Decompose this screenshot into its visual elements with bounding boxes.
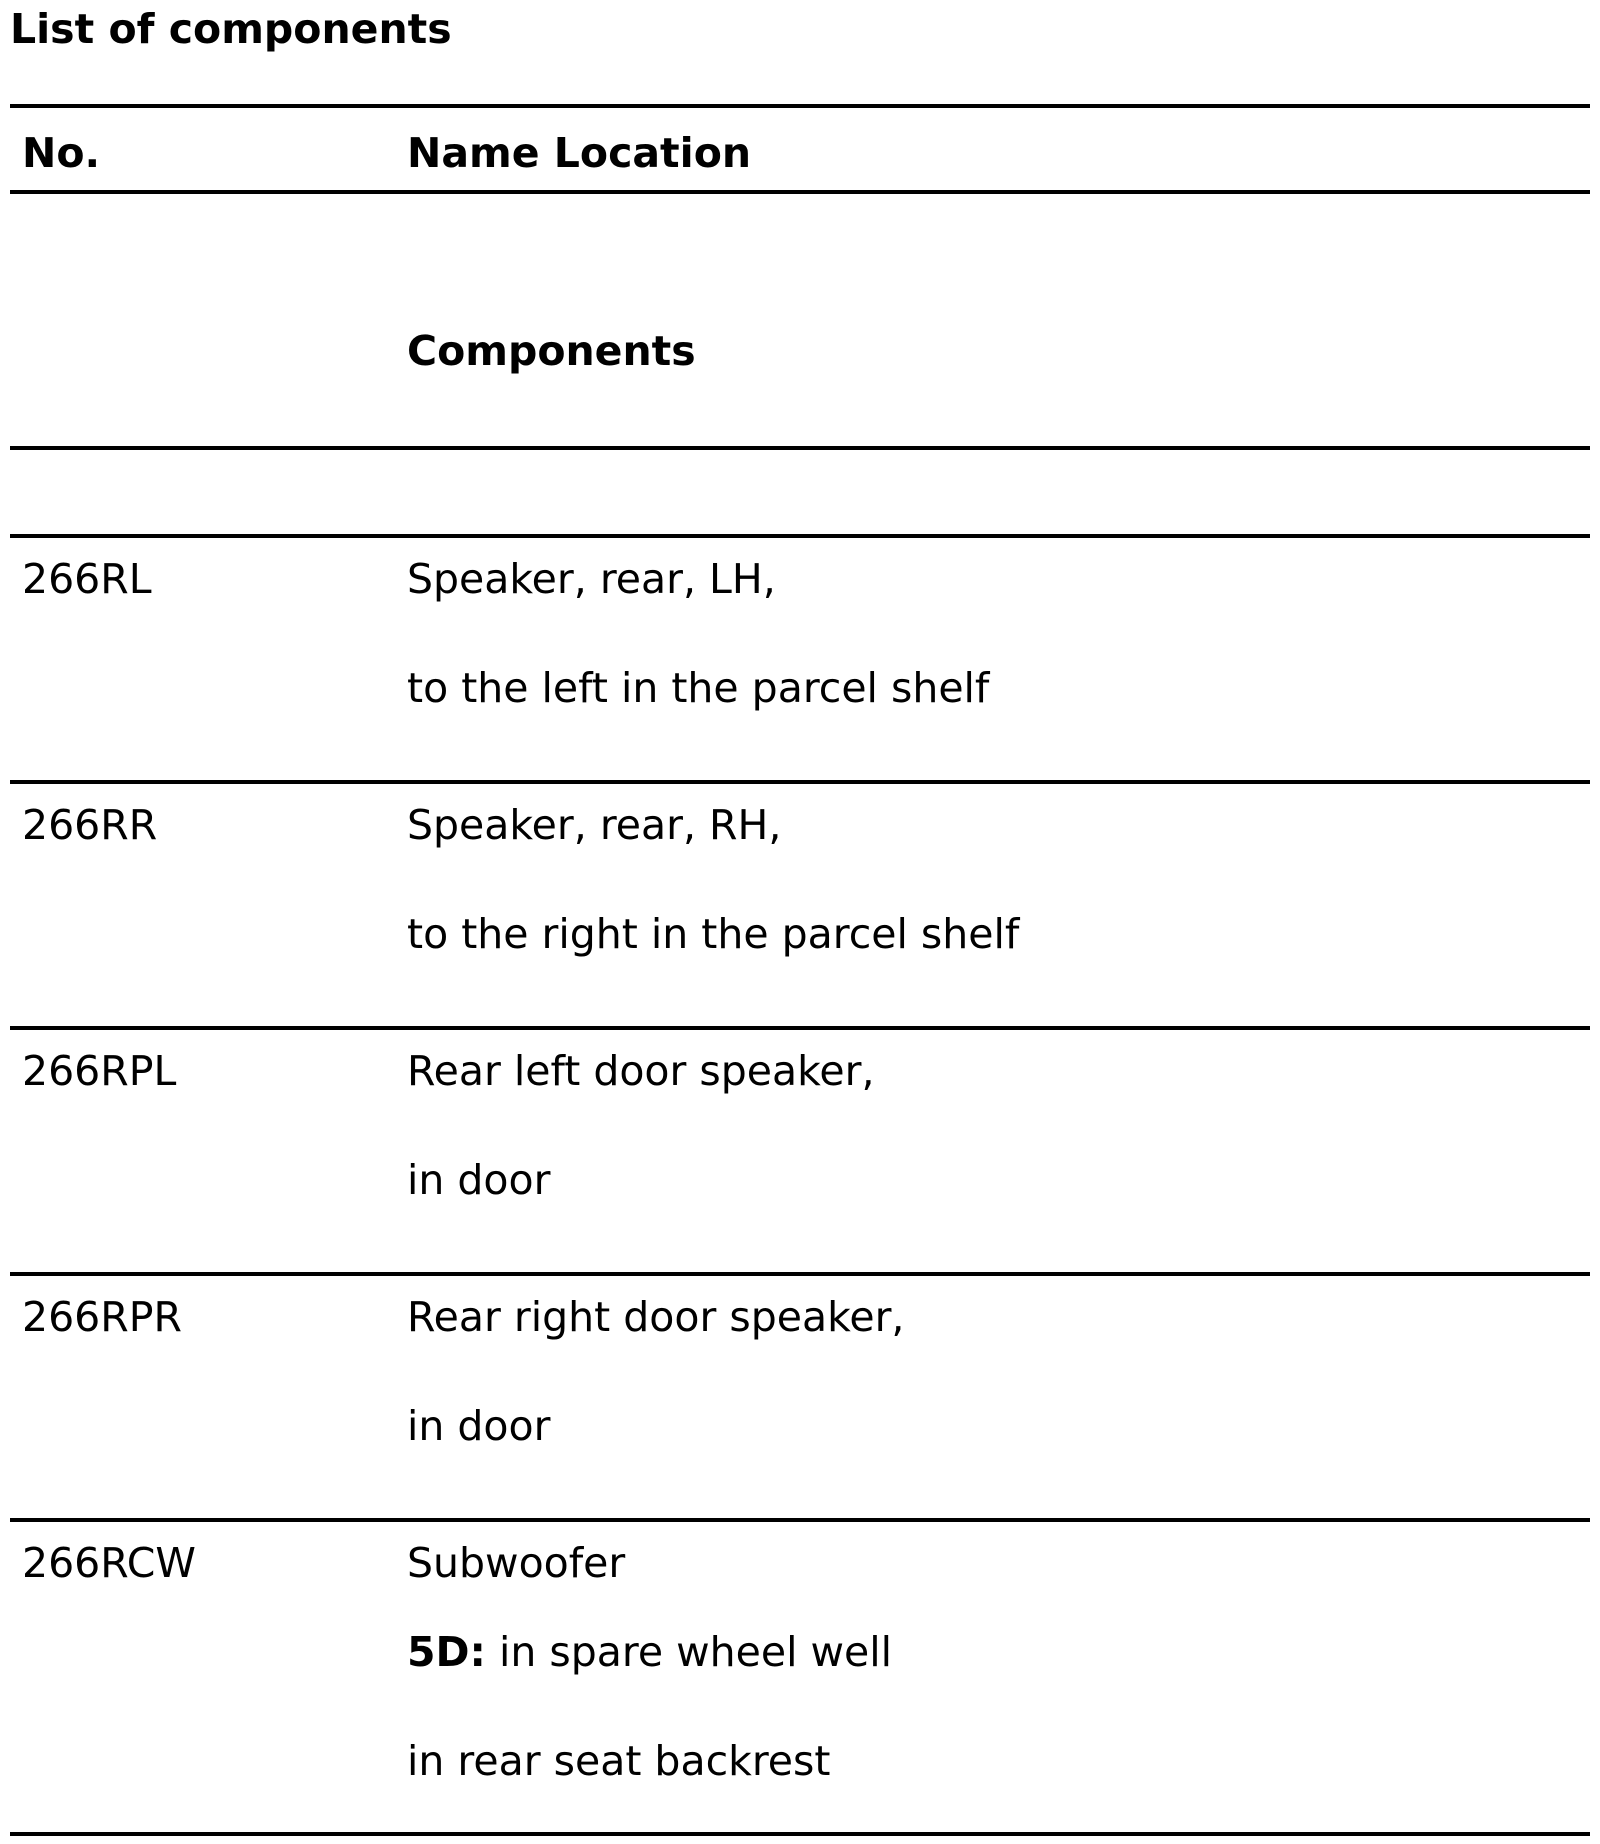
row-266rl-name: Speaker, rear, LH,: [407, 555, 776, 603]
row-266rl-no: 266RL: [22, 555, 152, 603]
row-266rcw-variant-location: [407, 1627, 892, 1677]
table-row-divider: [10, 780, 1590, 784]
table-bottom-rule: [10, 1832, 1590, 1836]
row-266rpr-no: 266RPR: [22, 1293, 182, 1341]
page-title: List of components: [10, 5, 452, 53]
row-266rcw-location: in rear seat backrest: [407, 1737, 831, 1785]
section-rule: [10, 446, 1590, 450]
row-266rr-name: Speaker, rear, RH,: [407, 801, 782, 849]
row-266rpr-location: in door: [407, 1402, 551, 1450]
row-266rcw-no: 266RCW: [22, 1539, 196, 1587]
table-top-rule: [10, 104, 1590, 108]
table-row-divider: [10, 534, 1590, 538]
header-name-location: Name Location: [407, 129, 752, 177]
row-266rpl-no: 266RPL: [22, 1047, 177, 1095]
section-label-components: Components: [407, 327, 696, 375]
row-266rl-location: to the left in the parcel shelf: [407, 664, 990, 712]
row-266rpl-location: in door: [407, 1156, 551, 1204]
variant-prefix: 5D:: [407, 1628, 486, 1676]
row-266rcw-name: Subwoofer: [407, 1539, 626, 1587]
table-row-divider: [10, 1272, 1590, 1276]
header-rule: [10, 190, 1590, 194]
variant-location-text: in spare wheel well: [485, 1628, 893, 1676]
row-266rpl-name: Rear left door speaker,: [407, 1047, 875, 1095]
row-266rr-location: to the right in the parcel shelf: [407, 910, 1020, 958]
row-266rr-no: 266RR: [22, 801, 158, 849]
row-266rpr-name: Rear right door speaker,: [407, 1293, 905, 1341]
table-row-divider: [10, 1026, 1590, 1030]
table-row-divider: [10, 1518, 1590, 1522]
header-no: No.: [22, 129, 101, 177]
